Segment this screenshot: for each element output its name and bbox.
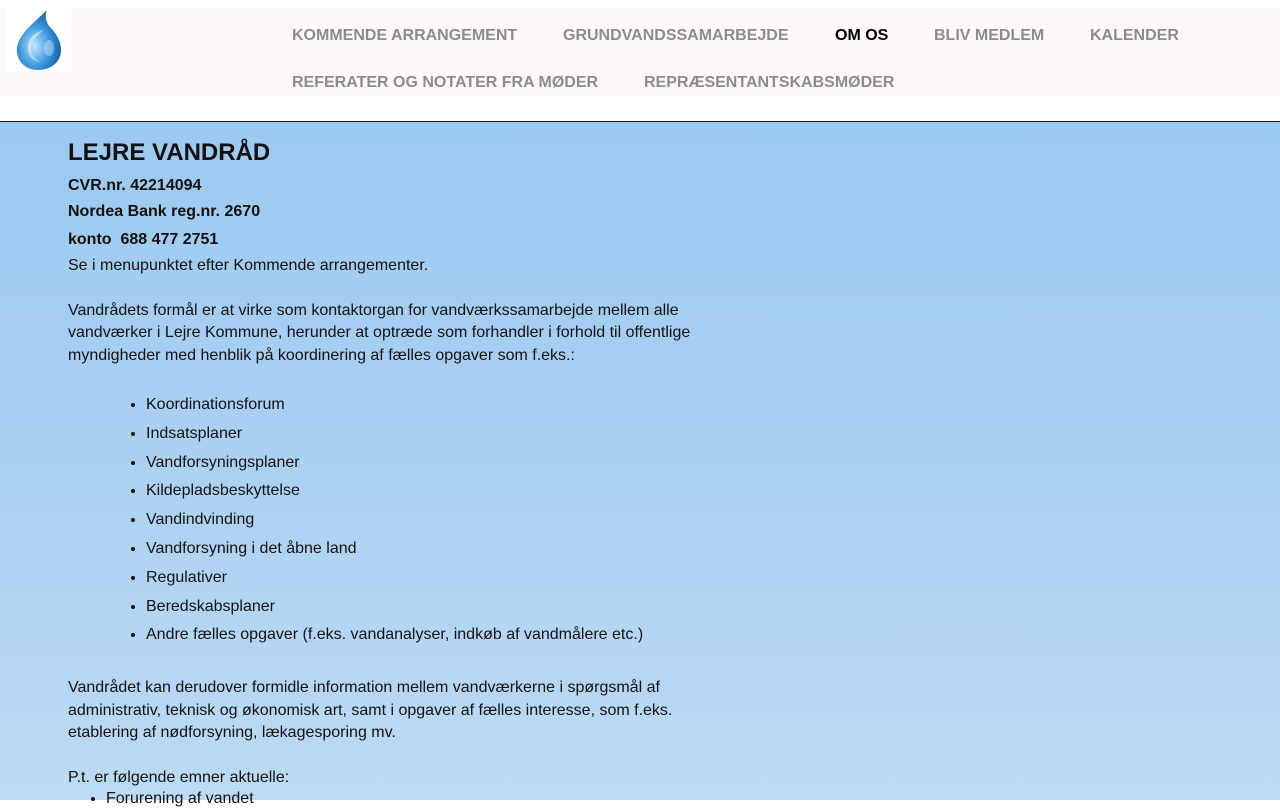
page-title: LEJRE VANDRÅD xyxy=(68,139,271,166)
article xyxy=(68,139,708,809)
site-logo[interactable] xyxy=(5,4,71,72)
nav-item-kommende-arrangement[interactable]: KOMMENDE ARRANGEMENT xyxy=(292,27,518,44)
nav-item-repraesentantskabsmoeder[interactable]: REPRÆSENTANTSKABSMØDER xyxy=(644,74,895,91)
intro-text: Se i menupunktet efter Kommende arrangementer. xyxy=(68,257,429,274)
topics-intro: P.t. er følgende emner aktuelle: xyxy=(68,768,290,786)
topics-list xyxy=(68,789,708,809)
cvr-number: CVR.nr. 42214094 xyxy=(68,177,202,194)
list-item: • Andre fælles opgaver (f.eks. vandanalyser, indkøb af vandmålere etc.) xyxy=(146,621,708,650)
list-item: • Vandforsyning i det åbne land xyxy=(146,535,708,564)
nav-item-grundvandssamarbejde[interactable]: GRUNDVANDSSAMARBEJDE xyxy=(563,27,789,44)
purpose-text: Vandrådets formål er at virke som kontaktorgan for vandværkssamarbejde mellem alle vandværker i Lejre Kommune, herunder at optræde som forhandler i forhold til offentlige myndigheder med henblik på koordinering af fælles opgaver som f.eks.: xyxy=(68,301,691,364)
main-content-area xyxy=(0,122,1280,808)
list-item: • Kildepladsbeskyttelse xyxy=(146,477,708,506)
list-item: • Koordinationsforum xyxy=(146,391,708,420)
extra-info-text: Vandrådet kan derudover formidle information mellem vandværkerne i spørgsmål af administrativ, teknisk og økonomisk art, samt i opgaver af fælles interesse, som f.eks. etablering af nødforsyning, lækagesporing mv. xyxy=(68,679,673,742)
list-item: • Indsatsplaner xyxy=(146,420,708,449)
nav-item-om-os[interactable]: OM OS xyxy=(835,27,889,44)
nav-item-bliv-medlem[interactable]: BLIV MEDLEM xyxy=(934,27,1045,44)
list-item: • Beredskabsplaner xyxy=(146,593,708,622)
tasks-list xyxy=(68,391,708,650)
bank-info: Nordea Bank reg.nr. 2670 xyxy=(68,203,261,220)
site-header xyxy=(0,0,1280,122)
list-item: • Vandforsyningsplaner xyxy=(146,449,708,478)
list-item: • Forurening af vandet xyxy=(106,789,708,809)
account-number: konto 688 477 2751 xyxy=(68,231,219,248)
nav-item-referater[interactable]: REFERATER OG NOTATER FRA MØDER xyxy=(292,74,599,91)
list-item: • Vandindvinding xyxy=(146,506,708,535)
water-drop-icon xyxy=(5,4,71,72)
nav-item-kalender[interactable]: KALENDER xyxy=(1090,27,1179,44)
header-band xyxy=(0,8,1280,96)
list-item: • Regulativer xyxy=(146,564,708,593)
